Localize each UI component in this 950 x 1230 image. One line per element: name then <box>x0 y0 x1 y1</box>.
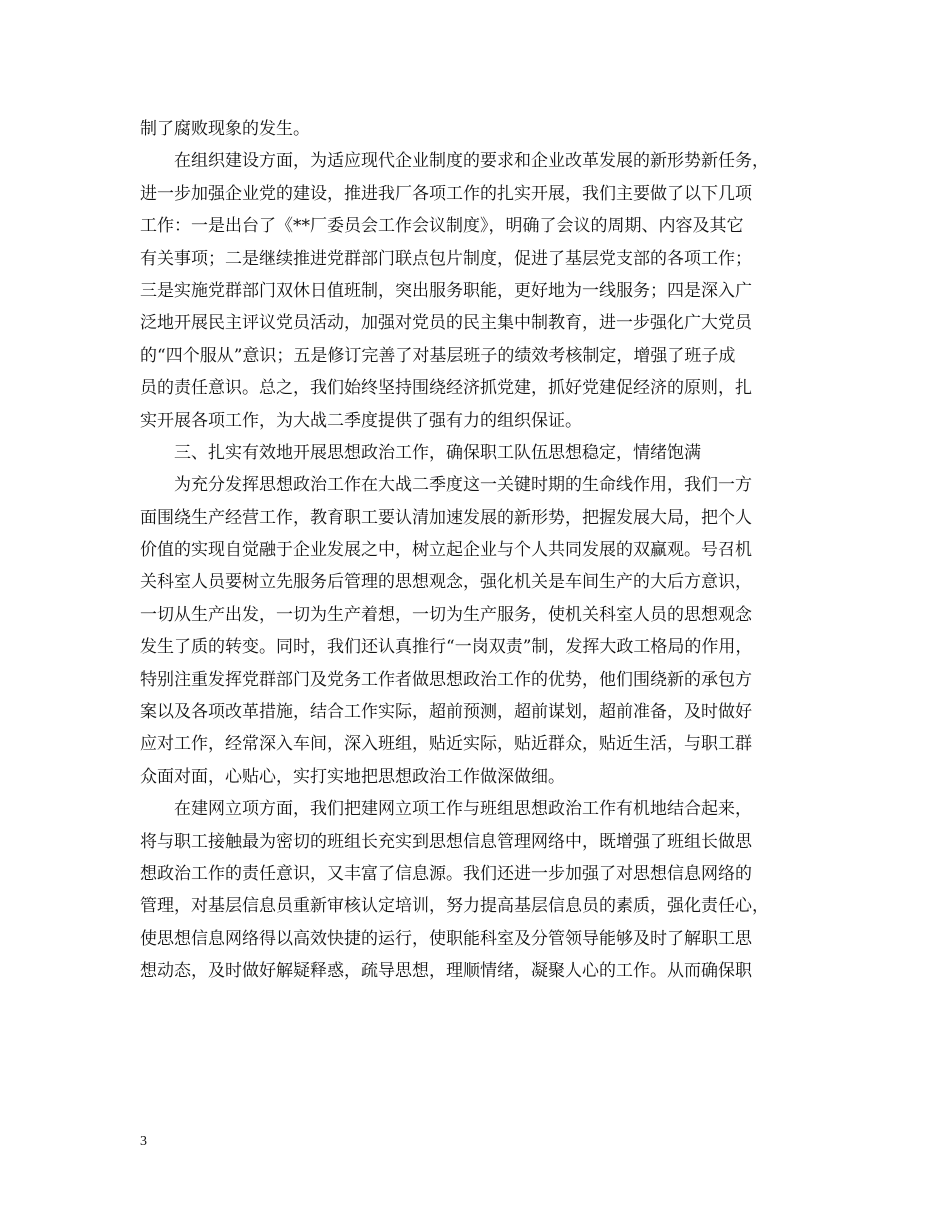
paragraph-start-line: 在建网立项方面，我们把建网立项工作与班组思想政治工作有机地结合起来， <box>174 799 752 820</box>
text-line: 众面对面，心贴心，实打实地把思想政治工作做深做细。 <box>140 766 565 787</box>
text-line: 将与职工接触最为密切的班组长充实到思想信息管理网络中，既增强了班组长做思 <box>140 831 752 852</box>
text-line: 关科室人员要树立先服务后管理的思想观念，强化机关是车间生产的大后方意识， <box>140 572 752 593</box>
text-line: 管理，对基层信息员重新审核认定培训，努力提高基层信息员的素质，强化责任心， <box>140 896 769 917</box>
text-line: 制了腐败现象的发生。 <box>140 119 310 139</box>
text-line: 一切从生产出发，一切为生产着想，一切为生产服务，使机关科室人员的思想观念 <box>140 604 752 625</box>
paragraph-start-line: 在组织建设方面，为适应现代企业制度的要求和企业改革发展的新形势新任务， <box>174 151 769 172</box>
page-number: 3 <box>140 1134 147 1149</box>
text-line: 案以及各项改革措施，结合工作实际，超前预测，超前谋划，超前准备，及时做好 <box>140 702 752 723</box>
text-line: 特别注重发挥党群部门及党务工作者做思想政治工作的优势，他们围绕新的承包方 <box>140 669 752 690</box>
text-line: 想动态，及时做好解疑释惑，疏导思想，理顺情绪，凝聚人心的工作。从而确保职 <box>140 961 752 982</box>
document-body <box>140 113 820 988</box>
text-line: 有关事项；二是继续推进党群部门联点包片制度，促进了基层党支部的各项工作； <box>140 248 752 269</box>
text-line: 员的责任意识。总之，我们始终坚持围绕经济抓党建，抓好党建促经济的原则，扎 <box>140 378 752 399</box>
text-line: 发生了质的转变。同时，我们还认真推行“一岗双责”制，发挥大政工格局的作用， <box>140 637 753 658</box>
text-line: 面围绕生产经营工作，教育职工要认清加速发展的新形势，把握发展大局，把个人 <box>140 507 752 528</box>
text-line: 进一步加强企业党的建设，推进我厂各项工作的扎实开展，我们主要做了以下几项 <box>140 183 752 204</box>
text-line: 实开展各项工作，为大战二季度提供了强有力的组织保证。 <box>140 410 582 431</box>
text-line: 的“四个服从”意识；五是修订完善了对基层班子的绩效考核制定，增强了班子成 <box>140 345 736 366</box>
section-heading: 三、扎实有效地开展思想政治工作，确保职工队伍思想稳定，情绪饱满 <box>174 442 701 463</box>
text-line: 工作：一是出台了《**厂委员会工作会议制度》，明确了会议的周期、内容及其它 <box>140 216 744 237</box>
text-line: 使思想信息网络得以高效快捷的运行，使职能科室及分管领导能够及时了解职工思 <box>140 928 752 949</box>
text-line: 应对工作，经常深入车间，深入班组，贴近实际，贴近群众，贴近生活，与职工群 <box>140 734 752 755</box>
text-line: 价值的实现自觉融于企业发展之中，树立起企业与个人共同发展的双赢观。号召机 <box>140 540 752 561</box>
paragraph-start-line: 为充分发挥思想政治工作在大战二季度这一关键时期的生命线作用，我们一方 <box>174 475 752 496</box>
text-line: 泛地开展民主评议党员活动，加强对党员的民主集中制教育，进一步强化广大党员 <box>140 313 752 334</box>
text-line: 想政治工作的责任意识，又丰富了信息源。我们还进一步加强了对思想信息网络的 <box>140 863 752 884</box>
text-line: 三是实施党群部门双休日值班制，突出服务职能，更好地为一线服务；四是深入广 <box>140 280 752 301</box>
